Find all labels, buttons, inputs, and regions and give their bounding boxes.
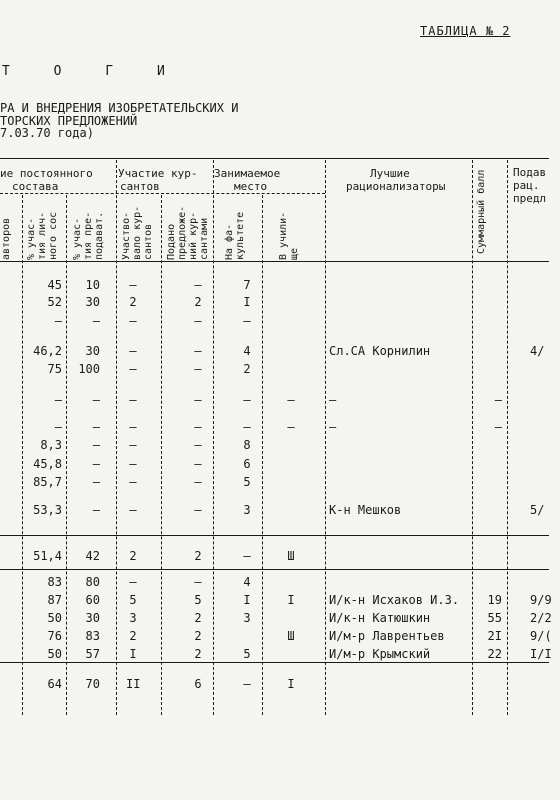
document-title: Т О Г И [2,64,183,79]
rule-header-top [0,158,549,159]
table-cell: I [129,647,137,661]
table-cell: 75 [47,362,62,376]
table-cell: 5/ [530,503,545,517]
col-rule-1 [22,195,23,715]
table-cell: 4/ [530,344,545,358]
table-cell: 9/( [530,629,552,643]
table-cell: 50 [47,611,62,625]
table-cell: 22 [487,647,502,661]
table-cell: 2 [194,549,202,563]
table-cell: 80 [85,575,100,589]
table-cell: – [129,420,137,434]
table-cell: – [194,362,202,376]
table-cell: – [194,344,202,358]
table-cell: 45 [47,278,62,292]
table-cell: 87 [47,593,62,607]
subtitle-line-2: ТОРСКИХ ПРЕДЛОЖЕНИЙ [0,114,138,128]
table-cell: – [129,344,137,358]
table-cell: 42 [85,549,100,563]
table-cell: – [92,393,100,407]
table-cell: – [494,420,502,434]
rule-section-2 [0,569,549,570]
table-cell: – [54,420,62,434]
col-rule-8 [472,160,473,715]
table-cell: Ш [287,549,295,563]
table-cell: 70 [85,677,100,691]
header-best-2: рационализаторы [346,180,446,193]
table-cell: 57 [85,647,100,661]
table-cell: 10 [85,278,100,292]
col-rule-9 [507,160,508,715]
table-cell: 6 [243,457,251,471]
col-rule-7 [325,160,326,715]
table-cell: – [287,420,295,434]
table-cell: 3 [243,611,251,625]
table-cell: 3 [129,611,137,625]
table-cell: – [194,575,202,589]
table-cell: 53,3 [33,503,62,517]
table-cell: – [54,314,62,328]
table-cell: – [92,475,100,489]
table-cell: 4 [243,575,251,589]
table-cell: 50 [47,647,62,661]
table-cell: 2 [194,647,202,661]
table-cell: – [494,393,502,407]
table-cell: 5 [243,475,251,489]
header-permanent-staff: ие постоянного [0,167,93,180]
table-cell: 83 [85,629,100,643]
table-cell: – [243,549,251,563]
table-cell: – [129,362,137,376]
subheader-faculty: На фа- культете [224,211,246,260]
table-cell: – [194,314,202,328]
table-cell: 83 [47,575,62,589]
table-cell: – [329,393,337,407]
col-rule-4 [161,195,162,715]
table-cell: 19 [487,593,502,607]
table-cell: II [126,677,141,691]
table-cell: 5 [129,593,137,607]
table-cell: – [92,438,100,452]
table-cell: – [92,503,100,517]
table-cell: 8 [243,438,251,452]
table-cell: – [129,438,137,452]
table-cell: – [194,457,202,471]
table-cell: 5 [243,647,251,661]
table-cell: 55 [487,611,502,625]
subtitle-line-3: 7.03.70 года) [0,126,94,140]
header-submitted-3: предл [513,192,547,205]
table-cell: 2 [129,629,137,643]
table-cell: И/к-н Исхаков И.З. [329,593,460,607]
table-cell: – [194,438,202,452]
table-cell: Сл.СА Корнилин [329,344,431,358]
table-cell: – [129,475,137,489]
header-cadets: Участие кур- [118,167,198,180]
table-cell: – [92,457,100,471]
table-cell: 8,3 [40,438,62,452]
table-cell: I [287,677,295,691]
table-cell: – [54,393,62,407]
table-cell: – [243,420,251,434]
table-cell: – [92,314,100,328]
header-place-2: место [234,180,268,193]
table-cell: 85,7 [33,475,62,489]
table-cell: 51,4 [33,549,62,563]
header-cadets-2: сантов [120,180,160,193]
rule-header-bottom [0,261,549,262]
table-cell: – [194,420,202,434]
subheader-staff-pct: % учас- тия лич- ного сос [26,211,59,260]
table-cell: И/м-р Крымский [329,647,431,661]
table-cell: – [129,503,137,517]
header-submitted-2: рац. [513,179,540,192]
subheader-cadets-count: Участво- вало кур- сантов [121,205,154,260]
header-submitted: Подав [513,166,547,179]
table-cell: 2 [194,295,202,309]
subheader-cadet-proposals: Подано предложе- ний кур- сантами [166,205,210,260]
subheader-school: В учили- ще [278,211,300,260]
subtitle-line-1: РА И ВНЕДРЕНИЯ ИЗОБРЕТАТЕЛЬСКИХ И [0,101,239,115]
table-cell: 2 [194,629,202,643]
table-cell: Ш [287,629,295,643]
table-cell: – [129,457,137,471]
table-cell: И/к-н Катюшкин [329,611,431,625]
table-cell: 100 [78,362,100,376]
col-rule-5 [213,160,214,715]
table-cell: К-н Мешков [329,503,402,517]
table-cell: – [194,503,202,517]
table-cell: 30 [85,295,100,309]
col-rule-6 [262,195,263,715]
table-cell: 30 [85,344,100,358]
table-cell: – [194,393,202,407]
table-cell: 6 [194,677,202,691]
table-cell: – [329,420,337,434]
table-cell: 5 [194,593,202,607]
header-place: Занимаемое [214,167,281,180]
table-cell: 2 [243,362,251,376]
col-rule-2 [66,195,67,715]
header-best: Лучшие [370,167,410,180]
table-cell: – [243,677,251,691]
table-cell: – [129,314,137,328]
subheader-authors: авторов [1,217,12,260]
table-cell: И/м-р Лаврентьев [329,629,445,643]
table-cell: – [92,420,100,434]
header-total-score: Суммарный балл [476,169,487,254]
table-cell: – [194,278,202,292]
table-cell: – [129,575,137,589]
table-cell: 4 [243,344,251,358]
table-cell: – [129,393,137,407]
table-cell: 46,2 [33,344,62,358]
header-permanent-staff-2: состава [12,180,59,193]
table-cell: 45,8 [33,457,62,471]
table-cell: 7 [243,278,251,292]
table-cell: 2I [487,629,502,643]
table-cell: 3 [243,503,251,517]
table-cell: – [287,393,295,407]
table-cell: 52 [47,295,62,309]
table-cell: 2 [129,295,137,309]
table-cell: 2/2 [530,611,552,625]
table-cell: 64 [47,677,62,691]
table-cell: – [129,278,137,292]
rule-subheader [0,193,325,194]
rule-section-3 [0,662,549,663]
table-cell: I/I [530,647,552,661]
table-cell: I [243,593,251,607]
table-cell: 60 [85,593,100,607]
table-cell: – [243,393,251,407]
rule-section-1 [0,535,549,536]
table-cell: – [243,314,251,328]
table-cell: 30 [85,611,100,625]
table-cell: 2 [194,611,202,625]
table-label: ТАБЛИЦА № 2 [420,24,511,38]
table-cell: 2 [129,549,137,563]
subheader-teacher-pct: % учас- тия пре- подават. [72,211,105,260]
col-rule-3 [116,160,117,715]
table-cell: I [243,295,251,309]
table-cell: – [194,475,202,489]
table-cell: 76 [47,629,62,643]
table-cell: I [287,593,295,607]
table-cell: 9/9 [530,593,552,607]
